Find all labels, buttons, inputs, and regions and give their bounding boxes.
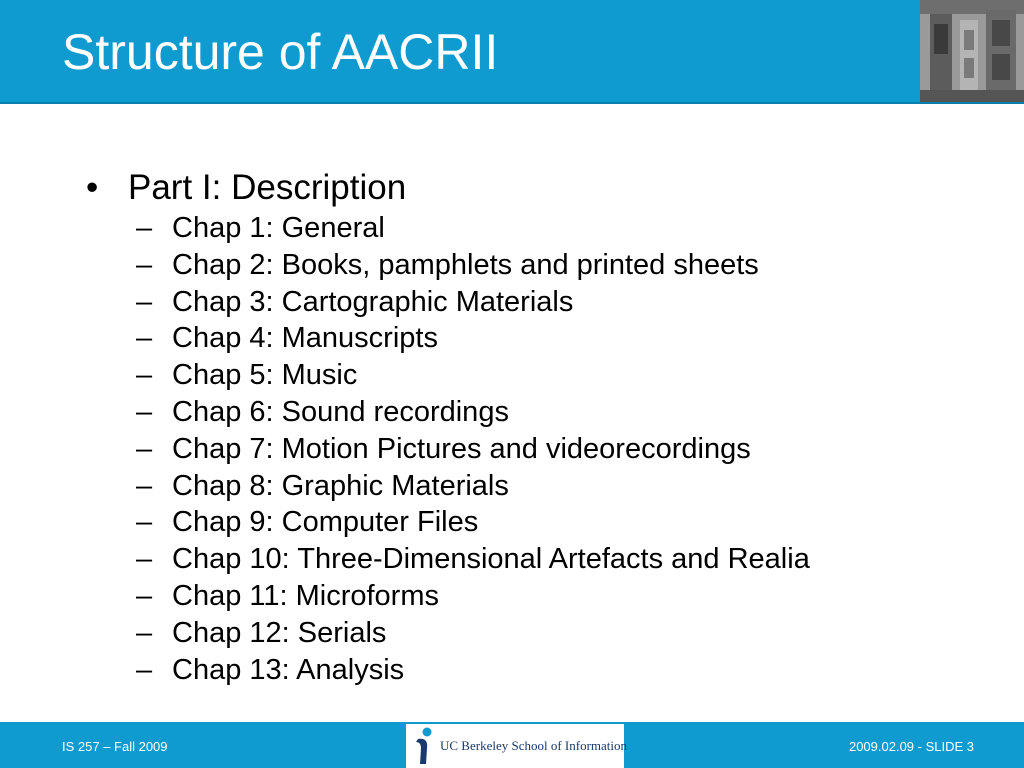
dash-marker: – [136, 543, 153, 576]
list-item [136, 468, 810, 505]
list-item [136, 541, 810, 578]
dash-marker: – [136, 506, 153, 539]
chapter-text: Chap 2: Books, pamphlets and printed sheets [172, 248, 759, 281]
dash-marker: – [136, 248, 153, 281]
list-item [136, 578, 810, 615]
list-item [136, 210, 810, 247]
list-item [136, 504, 810, 541]
slide-number: 2009.02.09 - SLIDE 3 [848, 739, 974, 754]
course-label: IS 257 – Fall 2009 [62, 739, 168, 754]
list-item [136, 357, 810, 394]
dash-marker: – [136, 579, 153, 612]
chapter-text: Chap 7: Motion Pictures and videorecordings [172, 432, 751, 465]
bullet-part-i-text: Part I: Description [128, 168, 407, 207]
list-item [136, 284, 810, 321]
chapter-text: Chap 4: Manuscripts [172, 322, 438, 355]
chapter-text: Chap 10: Three-Dimensional Artefacts and Realia [172, 543, 810, 576]
list-item [136, 615, 810, 652]
chapter-text: Chap 11: Microforms [172, 579, 439, 612]
dash-marker: – [136, 395, 153, 428]
dash-marker: – [136, 469, 153, 502]
chapter-text: Chap 8: Graphic Materials [172, 469, 509, 502]
bullet-part-i [86, 168, 406, 208]
chapter-text: Chap 12: Serials [172, 616, 387, 649]
list-item [136, 394, 810, 431]
list-item [136, 320, 810, 357]
dash-marker: – [136, 212, 153, 244]
ischool-i-icon [410, 726, 436, 766]
bullet-marker: • [86, 168, 99, 207]
dash-marker: – [136, 616, 153, 649]
chapter-text: Chap 9: Computer Files [172, 506, 479, 539]
list-item [136, 431, 810, 468]
ischool-logo [406, 724, 628, 768]
chapter-text: Chap 5: Music [172, 359, 358, 392]
dash-marker: – [136, 653, 153, 686]
chapter-text: Chap 13: Analysis [172, 653, 405, 686]
dash-marker: – [136, 432, 153, 465]
dash-marker: – [136, 285, 153, 318]
logo-text: UC Berkeley School of Information [440, 738, 628, 753]
list-item [136, 247, 810, 284]
chapter-list [136, 210, 810, 688]
chapter-text: Chap 1: General [172, 212, 385, 244]
dash-marker: – [136, 359, 153, 392]
chapter-text: Chap 6: Sound recordings [172, 395, 509, 428]
list-item [136, 652, 810, 689]
dash-marker: – [136, 322, 153, 355]
slide-title: Structure of AACRII [62, 24, 499, 80]
chapter-text: Chap 3: Cartographic Materials [172, 285, 574, 318]
